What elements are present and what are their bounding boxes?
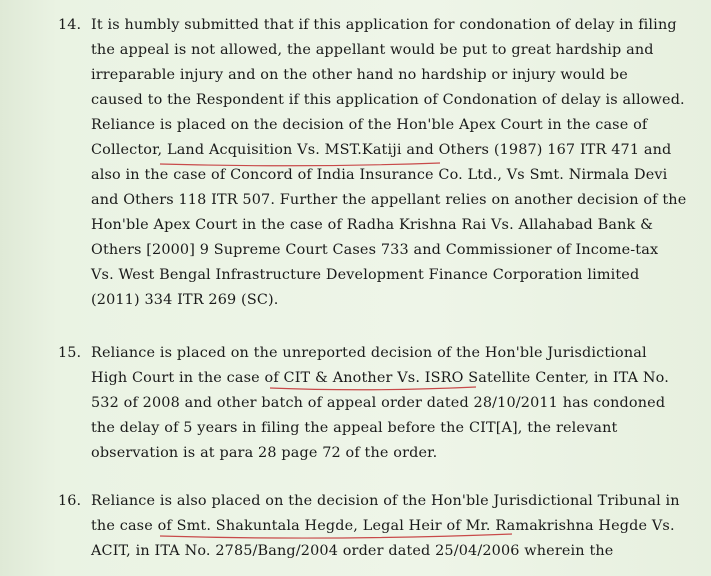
text-line: the appeal is not allowed, the appellant would be put to great hardship and [91,42,654,58]
text-line: caused to the Respondent if this application of Condonation of delay is allowed. [91,92,685,108]
text-line: Hon'ble Apex Court in the case of Radha Krishna Rai Vs. Allahabad Bank & [91,217,654,233]
text-line: and Others 118 ITR 507. Further the appellant relies on another decision of the [91,192,687,208]
text-line: Reliance is also placed on the decision of the Hon'ble Jurisdictional Tribunal in [91,493,680,509]
paragraph-number: 15. [58,345,82,361]
paragraph-number: 16. [58,493,82,509]
text-line: Reliance is placed on the decision of the Hon'ble Apex Court in the case of [91,117,648,133]
text-line: Vs. West Bengal Infrastructure Development Finance Corporation limited [91,267,640,283]
text-line: 532 of 2008 and other batch of appeal order dated 28/10/2011 has condoned [91,395,666,411]
text-line: (2011) 334 ITR 269 (SC). [91,292,279,308]
text-line: Reliance is placed on the unreported decision of the Hon'ble Jurisdictional [91,345,647,361]
text-line: also in the case of Concord of India Insurance Co. Ltd., Vs Smt. Nirmala Devi [91,167,668,183]
text-line: observation is at para 28 page 72 of the order. [91,445,438,461]
paragraph-number: 14. [58,17,82,33]
text-line: ACIT, in ITA No. 2785/Bang/2004 order dated 25/04/2006 wherein the [91,543,614,559]
text-line: the case of Smt. Shakuntala Hegde, Legal Heir of Mr. Ramakrishna Hegde Vs. [91,518,675,534]
text-line: It is humbly submitted that if this application for condonation of delay in filing [91,17,677,33]
text-line: the delay of 5 years in filing the appeal before the CIT[A], the relevant [91,420,618,436]
text-line: Others [2000] 9 Supreme Court Cases 733 and Commissioner of Income-tax [91,242,659,258]
text-line: Collector, Land Acquisition Vs. MST.Katiji and Others (1987) 167 ITR 471 and [91,142,672,158]
text-line: High Court in the case of CIT & Another Vs. ISRO Satellite Center, in ITA No. [91,370,669,386]
text-line: irreparable injury and on the other hand no hardship or injury would be [91,67,628,83]
